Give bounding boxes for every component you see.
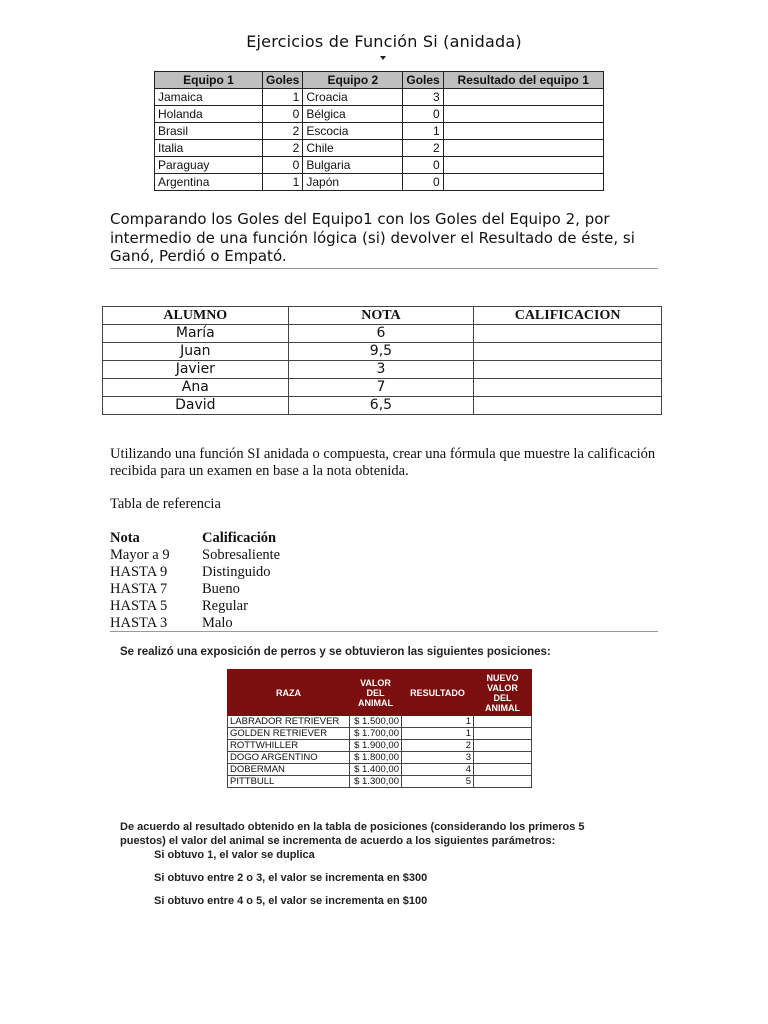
table-row <box>228 740 532 752</box>
column-header: Equipo 1 <box>155 72 263 89</box>
table-cell: 2 <box>263 140 303 157</box>
table-row <box>228 764 532 776</box>
table-cell: ROTTWHILLER <box>228 740 350 752</box>
instruction-paragraph: Comparando los Goles del Equipo1 con los Goles del Equipo 2, por intermedio de una función lógica (si) devolver el Resultado de éste, si Ganó, Perdió o Empató. <box>110 210 635 265</box>
table-cell <box>474 397 662 415</box>
table-row <box>103 397 662 415</box>
column-header: CALIFICACION <box>474 307 662 325</box>
table-cell: Paraguay <box>155 157 263 174</box>
table-row <box>155 106 604 123</box>
table-cell: David <box>103 397 289 415</box>
table-cell: 6 <box>288 325 474 343</box>
table-cell <box>474 716 532 728</box>
table-header-row <box>228 670 532 716</box>
table-cell: Javier <box>103 361 289 379</box>
column-header: NUEVO VALOR DEL ANIMAL <box>474 670 532 716</box>
table-cell <box>474 752 532 764</box>
column-header: Resultado del equipo 1 <box>443 72 603 89</box>
reference-header: Calificación <box>202 530 277 546</box>
table-cell: 3 <box>403 89 443 106</box>
grades-table <box>102 306 662 415</box>
table-cell <box>443 140 603 157</box>
reference-nota: Mayor a 9 <box>110 547 170 563</box>
table-cell: $ 1.500,00 <box>350 716 402 728</box>
table-cell: LABRADOR RETRIEVER <box>228 716 350 728</box>
reference-calificacion: Regular <box>202 598 248 614</box>
table-cell: $ 1.300,00 <box>350 776 402 788</box>
table-cell: $ 1.800,00 <box>350 752 402 764</box>
table-row <box>103 325 662 343</box>
reference-row <box>110 615 280 632</box>
table-cell <box>474 361 662 379</box>
column-header: RAZA <box>228 670 350 716</box>
dogs-intro: Se realizó una exposición de perros y se obtuvieron las siguientes posiciones: <box>120 646 551 658</box>
table-cell <box>474 343 662 361</box>
reference-row <box>110 581 280 598</box>
table-header-row <box>103 307 662 325</box>
divider <box>110 268 658 269</box>
table-cell: 3 <box>402 752 474 764</box>
condition-3: Si obtuvo entre 4 o 5, el valor se incrementa en $100 <box>154 895 428 907</box>
football-results-table <box>154 71 604 191</box>
divider <box>110 631 658 632</box>
table-cell: DOBERMAN <box>228 764 350 776</box>
table-cell <box>443 123 603 140</box>
page-title: Ejercicios de Función Si (anidada) <box>246 32 522 51</box>
column-header: RESULTADO <box>402 670 474 716</box>
table-cell: DOGO ARGENTINO <box>228 752 350 764</box>
table-cell: 2 <box>403 140 443 157</box>
column-header: Goles <box>403 72 443 89</box>
table-cell <box>474 325 662 343</box>
column-header: VALOR DEL ANIMAL <box>350 670 402 716</box>
table-cell <box>443 157 603 174</box>
table-row <box>103 379 662 397</box>
table-cell: 2 <box>263 123 303 140</box>
column-header: Equipo 2 <box>303 72 403 89</box>
table-cell: 1 <box>402 716 474 728</box>
table-cell: 7 <box>288 379 474 397</box>
table-cell: Brasil <box>155 123 263 140</box>
table-cell <box>474 728 532 740</box>
table-cell: $ 1.400,00 <box>350 764 402 776</box>
table-row <box>228 716 532 728</box>
table-cell: 2 <box>402 740 474 752</box>
reference-nota: HASTA 3 <box>110 615 168 631</box>
table-cell <box>443 174 603 191</box>
table-cell: Croacia <box>303 89 403 106</box>
reference-nota: HASTA 7 <box>110 581 168 597</box>
reference-row <box>110 547 280 564</box>
column-header: Goles <box>263 72 303 89</box>
table-cell: 6,5 <box>288 397 474 415</box>
reference-header: Nota <box>110 530 140 546</box>
table-cell: 3 <box>288 361 474 379</box>
table-cell: 1 <box>403 123 443 140</box>
table-cell: 0 <box>403 174 443 191</box>
table-cell: Juan <box>103 343 289 361</box>
table-row <box>155 140 604 157</box>
table-row <box>155 157 604 174</box>
dogs-instruction: De acuerdo al resultado obtenido en la tabla de posiciones (considerando los primeros 5 puestos) el valor del animal se incrementa de acuerdo a los siguientes parámetros: <box>120 821 585 847</box>
column-header: ALUMNO <box>103 307 289 325</box>
table-cell: PITTBULL <box>228 776 350 788</box>
table-cell <box>474 764 532 776</box>
table-cell: Bulgaria <box>303 157 403 174</box>
reference-header-row <box>110 530 280 547</box>
table-cell: 9,5 <box>288 343 474 361</box>
reference-calificacion: Bueno <box>202 581 240 597</box>
table-cell: 0 <box>263 106 303 123</box>
table-cell: Ana <box>103 379 289 397</box>
table-cell: 5 <box>402 776 474 788</box>
table-cell <box>443 89 603 106</box>
column-header: NOTA <box>288 307 474 325</box>
table-row <box>228 728 532 740</box>
table-cell: María <box>103 325 289 343</box>
table-cell <box>474 740 532 752</box>
table-cell: $ 1.700,00 <box>350 728 402 740</box>
table-row <box>103 343 662 361</box>
table-cell: Chile <box>303 140 403 157</box>
dogs-table <box>227 669 532 788</box>
reference-nota: HASTA 5 <box>110 598 168 614</box>
table-cell: 1 <box>263 89 303 106</box>
instruction-paragraph: Utilizando una función SI anidada o compuesta, crear una fórmula que muestre la calificación recibida para un examen en base a la nota obtenida. <box>110 446 656 479</box>
table-cell: Japón <box>303 174 403 191</box>
table-cell: Italia <box>155 140 263 157</box>
condition-2: Si obtuvo entre 2 o 3, el valor se incrementa en $300 <box>154 872 428 884</box>
table-row <box>155 123 604 140</box>
table-cell: GOLDEN RETRIEVER <box>228 728 350 740</box>
table-row <box>228 752 532 764</box>
table-cell: Holanda <box>155 106 263 123</box>
reference-title: Tabla de referencia <box>110 496 221 512</box>
table-cell: 1 <box>263 174 303 191</box>
table-cell: Bélgica <box>303 106 403 123</box>
table-cell <box>443 106 603 123</box>
condition-1: Si obtuvo 1, el valor se duplica <box>154 849 315 861</box>
table-cell <box>474 776 532 788</box>
table-header-row <box>155 72 604 89</box>
reference-calificacion: Sobresaliente <box>202 547 281 563</box>
table-cell: 0 <box>403 106 443 123</box>
reference-nota: HASTA 9 <box>110 564 168 580</box>
reference-calificacion: Distinguido <box>202 564 271 580</box>
reference-calificacion: Malo <box>202 615 233 631</box>
table-cell: Jamaica <box>155 89 263 106</box>
table-cell <box>474 379 662 397</box>
cursor-mark <box>380 56 386 60</box>
reference-table <box>110 530 280 632</box>
table-cell: 1 <box>402 728 474 740</box>
reference-row <box>110 564 280 581</box>
table-cell: 0 <box>263 157 303 174</box>
table-cell: $ 1.900,00 <box>350 740 402 752</box>
table-row <box>228 776 532 788</box>
table-row <box>155 89 604 106</box>
table-cell: Argentina <box>155 174 263 191</box>
table-cell: Escocia <box>303 123 403 140</box>
table-row <box>103 361 662 379</box>
reference-row <box>110 598 280 615</box>
table-row <box>155 174 604 191</box>
table-cell: 0 <box>403 157 443 174</box>
table-cell: 4 <box>402 764 474 776</box>
